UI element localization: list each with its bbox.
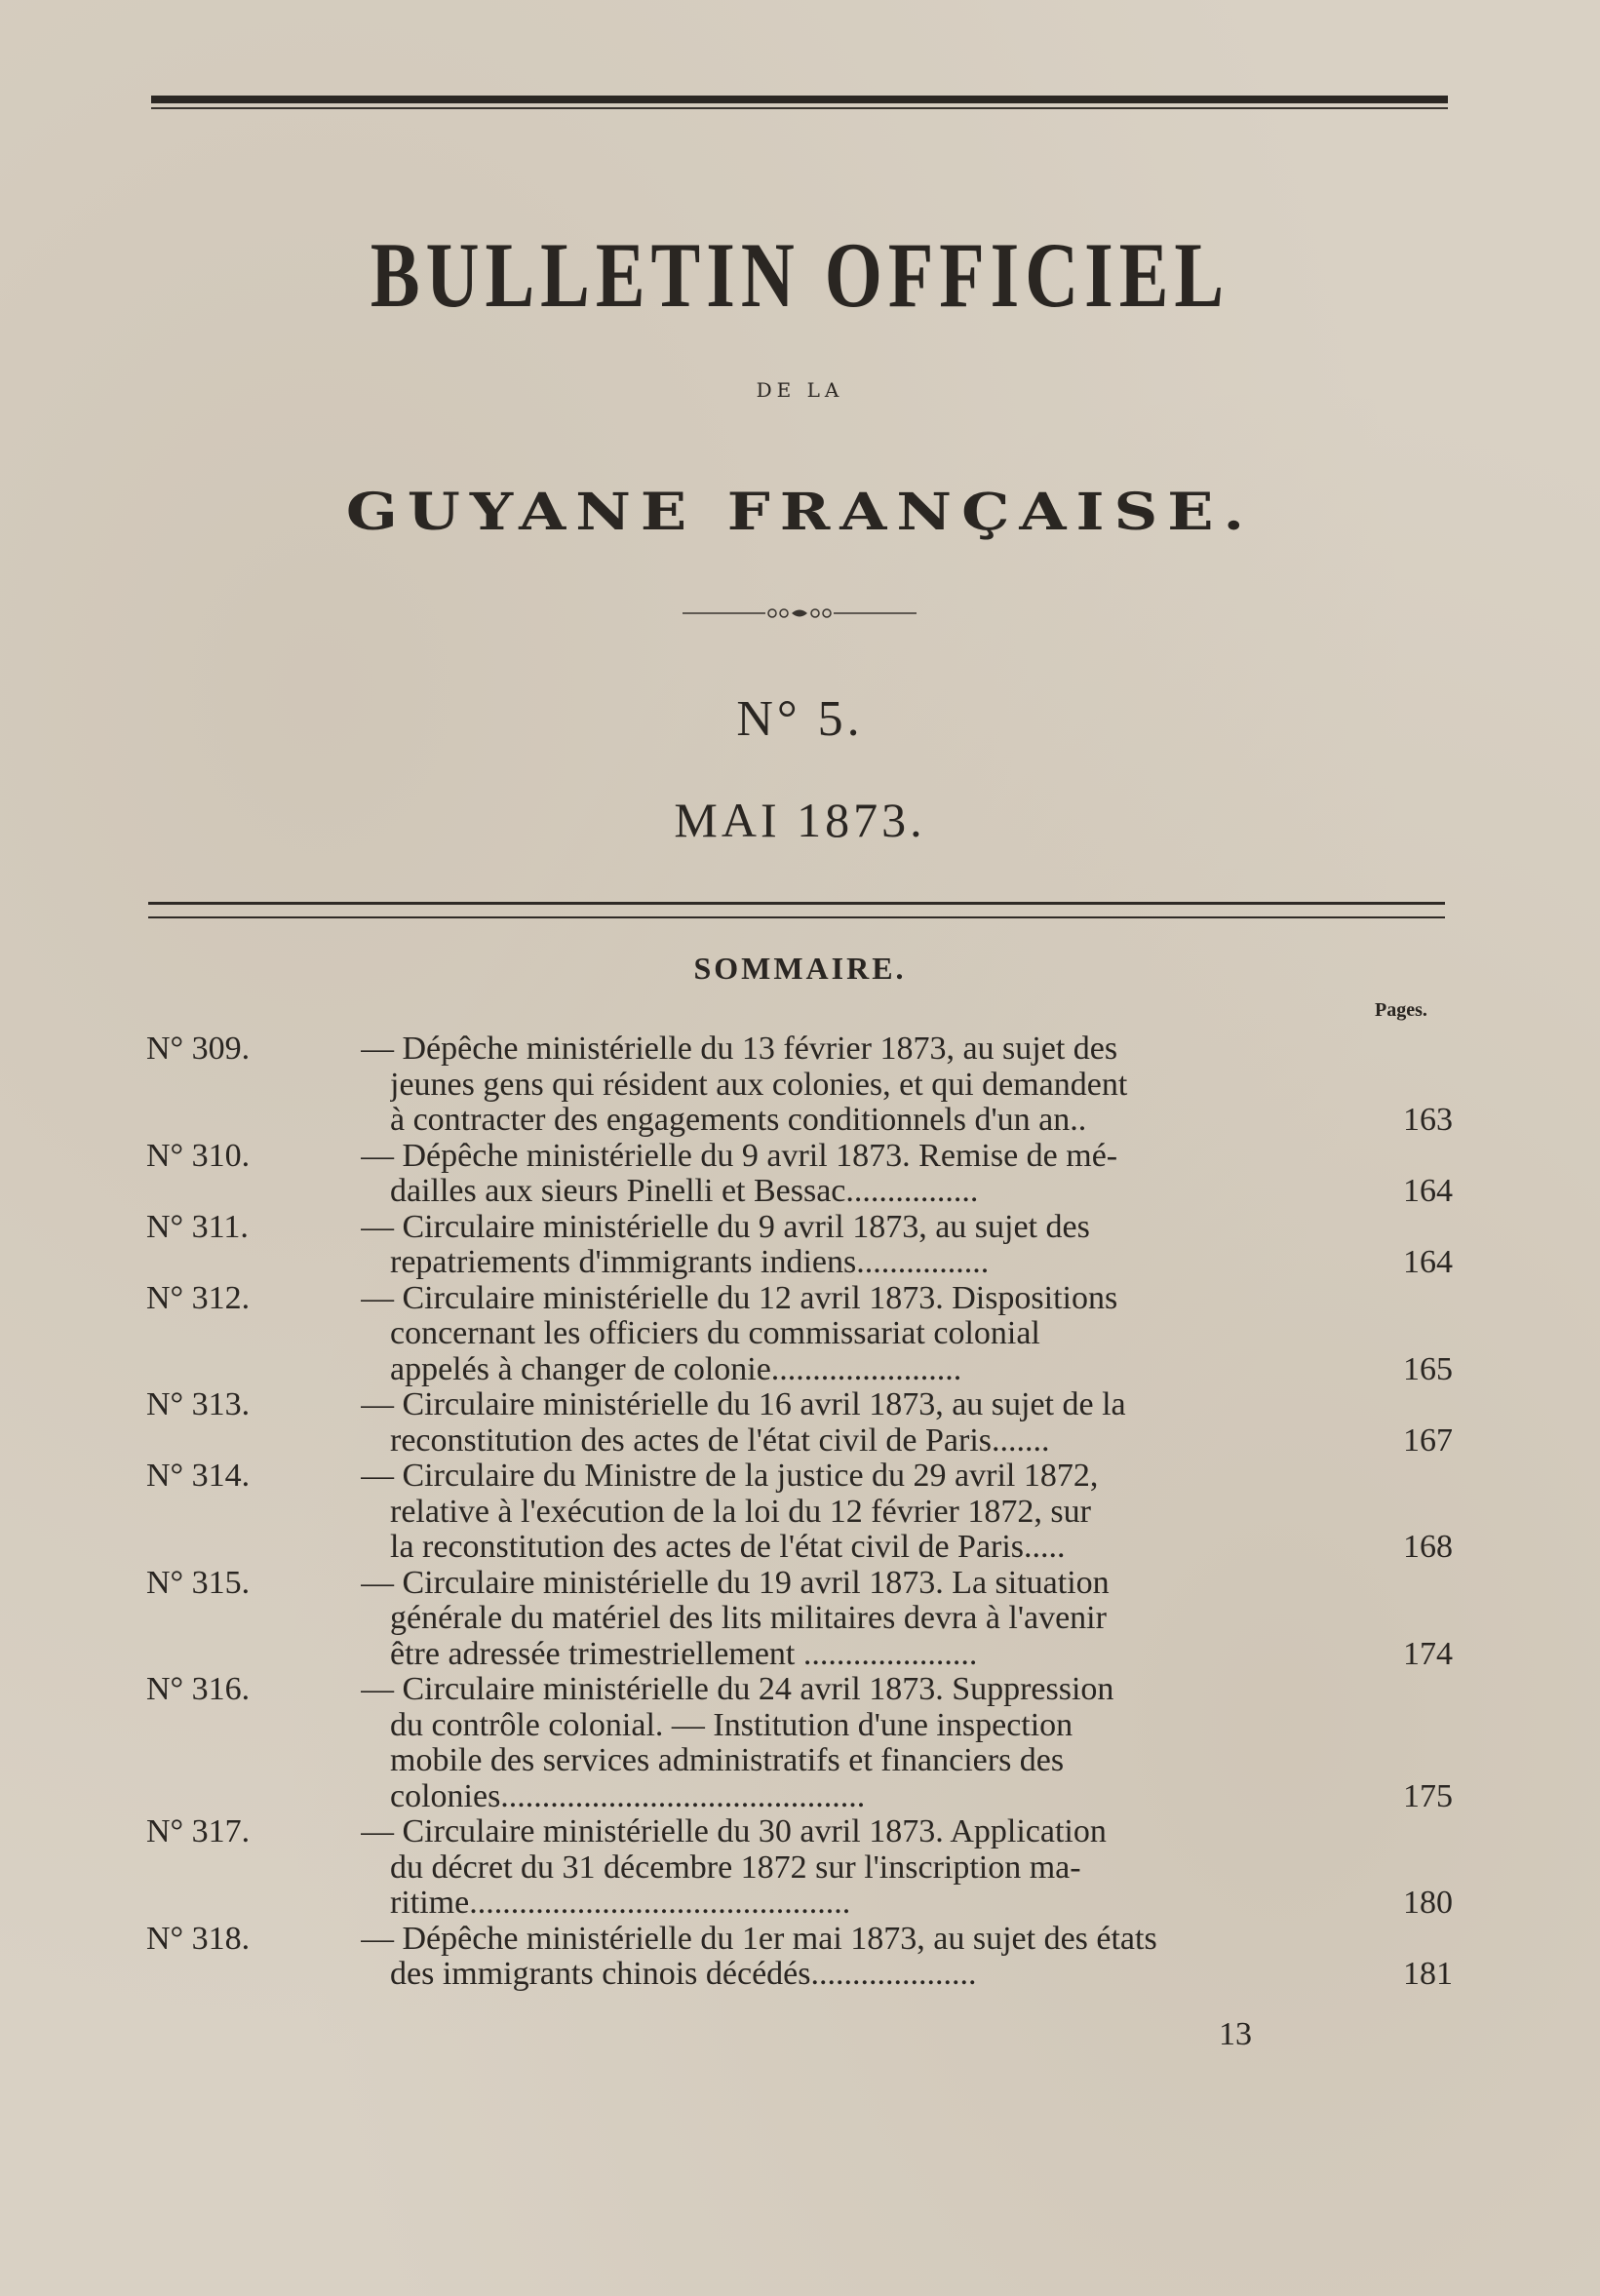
issue-date: MAI 1873. xyxy=(674,793,926,847)
toc-entry-page: 168 xyxy=(1403,1529,1453,1565)
toc-entry-page: 180 xyxy=(1403,1885,1453,1921)
toc-entry-number: N° 318. xyxy=(146,1920,251,1957)
toc-entry xyxy=(146,1281,1453,1388)
bulletin-title: BULLETIN OFFICIEL xyxy=(370,224,1230,328)
toc-entry-text-line: colonies............................................ xyxy=(390,1778,866,1814)
toc-entry xyxy=(146,1387,1453,1459)
page-folio: 13 xyxy=(1219,2016,1252,2052)
toc-entry-page: 181 xyxy=(1403,1956,1453,1992)
toc-entry-page: 164 xyxy=(1403,1173,1453,1209)
toc-entry-text-line: — Dépêche ministérielle du 13 février 1873, au sujet des xyxy=(361,1031,1118,1067)
toc-entry-number: N° 312. xyxy=(146,1279,251,1316)
toc-entry-text-line: — Circulaire ministérielle du 19 avril 1873. La situation xyxy=(361,1565,1110,1601)
toc-entry-text-line: concernant les officiers du commissariat colonial xyxy=(390,1316,1040,1351)
toc-entry-text-line: repatriements d'immigrants indiens................ xyxy=(390,1245,990,1280)
toc-entry xyxy=(146,1672,1453,1814)
toc-entry-text-line: dailles aux sieurs Pinelli et Bessac................ xyxy=(390,1174,979,1209)
toc-entry-text-line: jeunes gens qui résident aux colonies, et qui demandent xyxy=(390,1067,1128,1103)
toc-entry xyxy=(146,1922,1453,1993)
toc-entry-page: 165 xyxy=(1403,1350,1453,1387)
toc-entry-page: 164 xyxy=(1403,1244,1453,1280)
toc-entry-text-line: à contracter des engagements conditionnels d'un an.. xyxy=(390,1103,1087,1138)
toc-entry-page: 167 xyxy=(1403,1421,1453,1459)
toc-entry-text-line: des immigrants chinois décédés.................... xyxy=(390,1957,977,1992)
toc-entry-text-line: mobile des services administratifs et financiers des xyxy=(390,1743,1065,1778)
pages-column-label: Pages. xyxy=(1375,999,1427,1021)
toc-entry-number: N° 313. xyxy=(146,1386,251,1422)
toc-entry-page: 163 xyxy=(1403,1102,1453,1138)
toc-entry xyxy=(146,1210,1453,1281)
sommaire-heading: SOMMAIRE. xyxy=(693,951,907,986)
toc-entry-text-line: du décret du 31 décembre 1872 sur l'inscription ma- xyxy=(390,1849,1081,1886)
toc-entry-number: N° 317. xyxy=(146,1813,251,1849)
toc-entry-text-line: générale du matériel des lits militaires devra à l'avenir xyxy=(390,1601,1107,1636)
toc-entry xyxy=(146,1566,1453,1673)
toc-entry-page: 174 xyxy=(1403,1635,1453,1672)
ornament-divider-icon xyxy=(683,606,917,620)
toc-entry-text-line: — Circulaire ministérielle du 12 avril 1873. Dispositions xyxy=(361,1280,1118,1316)
toc-entry-text-line: — Circulaire ministérielle du 30 avril 1873. Application xyxy=(361,1814,1107,1849)
issue-number: N° 5. xyxy=(736,691,864,747)
toc-entry-text-line: — Circulaire du Ministre de la justice du 29 avril 1872, xyxy=(361,1459,1099,1494)
section-rule-1 xyxy=(148,902,1445,905)
toc-entry-text-line: relative à l'exécution de la loi du 12 février 1872, sur xyxy=(390,1494,1091,1530)
toc-entry-text-line: — Dépêche ministérielle du 1er mai 1873, au sujet des états xyxy=(361,1921,1157,1957)
toc-entry-number: N° 315. xyxy=(146,1564,251,1601)
toc-entry-number: N° 314. xyxy=(146,1458,251,1494)
toc-entry xyxy=(146,1139,1453,1210)
title-connector: DE LA xyxy=(756,378,844,402)
toc-entry-text-line: — Circulaire ministérielle du 24 avril 1873. Suppression xyxy=(361,1672,1114,1707)
toc-entry xyxy=(146,1814,1453,1922)
section-rule-2 xyxy=(148,916,1445,918)
toc-entry-text-line: du contrôle colonial. — Institution d'une inspection xyxy=(390,1707,1073,1743)
toc-entry-text-line: appelés à changer de colonie....................... xyxy=(390,1351,962,1387)
table-of-contents xyxy=(146,1031,1453,1993)
toc-entry-text-line: — Circulaire ministérielle du 16 avril 1873, au sujet de la xyxy=(361,1387,1126,1422)
toc-entry-text-line: ritime.............................................. xyxy=(390,1886,851,1921)
toc-entry-number: N° 311. xyxy=(146,1208,249,1245)
toc-entry-number: N° 309. xyxy=(146,1031,251,1067)
toc-entry-number: N° 316. xyxy=(146,1671,251,1707)
toc-entry-text-line: être adressée trimestriellement ..................... xyxy=(390,1636,978,1672)
toc-entry xyxy=(146,1031,1453,1139)
colony-title: GUYANE FRANÇAISE. xyxy=(345,481,1255,542)
toc-entry-text-line: — Dépêche ministérielle du 9 avril 1873. Remise de mé- xyxy=(361,1138,1118,1174)
top-rule-thin xyxy=(151,107,1448,109)
toc-entry-page: 175 xyxy=(1403,1777,1453,1814)
toc-entry-text-line: la reconstitution des actes de l'état civil de Paris..... xyxy=(390,1530,1066,1565)
top-rule-thick xyxy=(151,96,1448,103)
toc-entry-text-line: reconstitution des actes de l'état civil de Paris....... xyxy=(390,1422,1050,1459)
toc-entry-text-line: — Circulaire ministérielle du 9 avril 1873, au sujet des xyxy=(361,1209,1090,1245)
toc-entry-number: N° 310. xyxy=(146,1137,251,1174)
toc-entry xyxy=(146,1459,1453,1566)
